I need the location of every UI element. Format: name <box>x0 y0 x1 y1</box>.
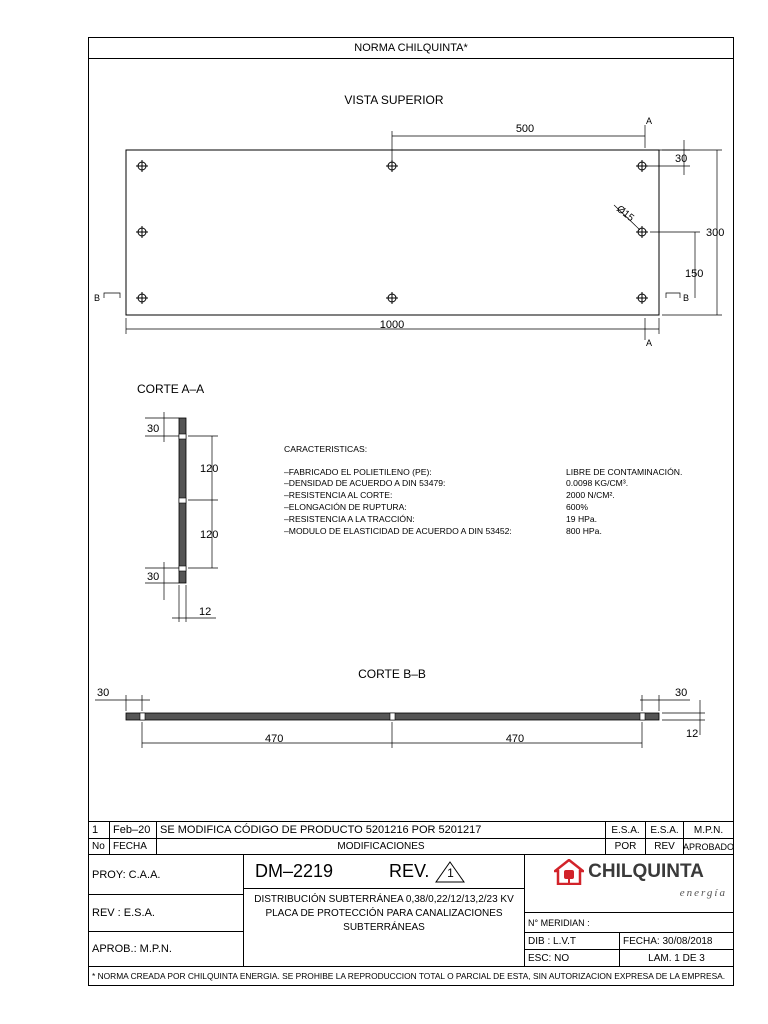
top-view-dimensions <box>104 125 725 340</box>
char-value: LIBRE DE CONTAMINACIÓN. <box>566 467 683 477</box>
section-aa-title: CORTE A–A <box>137 382 205 396</box>
revision-number: 1 <box>447 865 454 880</box>
drawing-code-cell <box>243 854 525 889</box>
section-bb-title: CORTE B–B <box>358 667 426 681</box>
rev-field: REV : E.S.A. <box>88 894 244 932</box>
char-value: 800 HPa. <box>566 526 602 536</box>
description-line-3: SUBTERRÁNEAS <box>343 922 425 933</box>
dim-150: 150 <box>685 268 704 280</box>
aa-dim-30-top: 30 <box>147 423 160 435</box>
hole-icon <box>386 292 398 304</box>
hole-icon <box>136 160 148 172</box>
bb-dim-30-right: 30 <box>675 687 688 699</box>
characteristics-block <box>284 444 682 536</box>
revision-triangle-icon <box>435 861 465 883</box>
col-aprobado: APROBADO <box>683 838 734 855</box>
description-line-1: DISTRIBUCIÓN SUBTERRÁNEA 0,38/0,22/12/13,2/23 KV <box>254 894 514 905</box>
company-logo <box>531 859 727 885</box>
char-label: –DENSIDAD DE ACUERDO A DIN 53479: <box>284 478 446 488</box>
house-plug-icon <box>554 859 584 885</box>
top-view-title: VISTA SUPERIOR <box>344 93 444 107</box>
section-a-top-label: A <box>646 116 653 126</box>
fecha-field: FECHA: 30/08/2018 <box>619 932 734 950</box>
char-label: –RESISTENCIA A LA TRACCIÓN: <box>284 514 415 524</box>
bb-dim-470-left: 470 <box>265 733 284 745</box>
characteristics-title: CARACTERISTICAS: <box>284 444 368 454</box>
mounting-holes <box>136 160 648 304</box>
meridian-field: N° MERIDIAN : <box>524 912 734 933</box>
section-aa-hole <box>179 566 186 571</box>
proy-field: PROY: C.A.A. <box>88 854 244 895</box>
logo-cell <box>524 854 734 913</box>
description-line-2: PLACA DE PROTECCIÓN PARA CANALIZACIONES <box>265 908 503 919</box>
char-value: 0.0098 KG/CM³. <box>566 478 629 488</box>
section-a-bottom-label: A <box>646 338 653 348</box>
sheet-header: NORMA CHILQUINTA* <box>89 38 733 59</box>
section-bb-hole <box>140 713 145 720</box>
col-no: No <box>88 838 110 855</box>
esc-field: ESC: NO <box>524 949 620 967</box>
rev-approved: M.P.N. <box>683 821 734 839</box>
hole-icon <box>136 226 148 238</box>
dim-1000: 1000 <box>379 319 405 331</box>
company-name: CHILQUINTA <box>588 861 704 882</box>
aa-dim-12: 12 <box>199 606 212 618</box>
aa-dim-30-bottom: 30 <box>147 571 160 583</box>
bb-dim-30-left: 30 <box>97 687 110 699</box>
section-bb-hole <box>390 713 395 720</box>
dim-30-top: 30 <box>675 153 688 165</box>
hole-icon <box>136 292 148 304</box>
char-value: 19 HPa. <box>566 514 598 524</box>
dim-500: 500 <box>515 123 535 135</box>
lam-field: LAM. 1 DE 3 <box>619 949 734 967</box>
bb-dim-470-right: 470 <box>505 733 525 745</box>
drawing-code: DM–2219 <box>255 861 334 881</box>
rev-rev: E.S.A. <box>645 821 684 839</box>
col-fecha: FECHA <box>109 838 157 855</box>
description-cell <box>243 888 525 967</box>
section-aa-hole <box>179 498 186 503</box>
section-aa-hole <box>179 434 186 439</box>
col-modificaciones: MODIFICACIONES <box>156 838 606 855</box>
rev-no: 1 <box>88 821 110 839</box>
aprob-field: APROB.: M.P.N. <box>88 931 244 967</box>
plate-outline <box>126 150 659 315</box>
char-label: –ELONGACIÓN DE RUPTURA: <box>284 502 407 512</box>
section-bb-hole <box>640 713 645 720</box>
hole-icon <box>636 292 648 304</box>
dib-field: DIB : L.V.T <box>524 932 620 950</box>
bb-dim-12: 12 <box>686 728 699 740</box>
char-value: 2000 N/CM². <box>566 490 615 500</box>
dim-diameter: Ø15 <box>614 203 636 225</box>
footer-note: * NORMA CREADA POR CHILQUINTA ENERGIA. SE PROHIBE LA REPRODUCCION TOTAL O PARCIAL DE ESTA, SIN AUTORIZACION EXPRESA DE LA EMPRESA. <box>88 966 734 986</box>
col-por: POR <box>605 838 646 855</box>
section-bb-dimensions <box>95 695 705 748</box>
section-b-left-label: B <box>94 293 101 303</box>
revision-label: REV. <box>389 861 430 881</box>
char-value: 600% <box>566 502 588 512</box>
rev-description: SE MODIFICA CÓDIGO DE PRODUCTO 5201216 POR 5201217 <box>156 821 606 839</box>
rev-date: Feb–20 <box>109 821 157 839</box>
company-tagline: energía <box>679 887 727 899</box>
section-b-right-label: B <box>683 293 690 303</box>
rev-por: E.S.A. <box>605 821 646 839</box>
dim-300: 300 <box>706 227 725 239</box>
char-label: –MODULO DE ELASTICIDAD DE ACUERDO A DIN 53452: <box>284 526 512 536</box>
aa-dim-120-b: 120 <box>200 529 219 541</box>
aa-dim-120-a: 120 <box>200 463 219 475</box>
col-rev: REV <box>645 838 684 855</box>
char-label: –FABRICADO EL POLIETILENO (PE): <box>284 467 432 477</box>
char-label: –RESISTENCIA AL CORTE: <box>284 490 393 500</box>
hole-icon <box>636 160 648 172</box>
